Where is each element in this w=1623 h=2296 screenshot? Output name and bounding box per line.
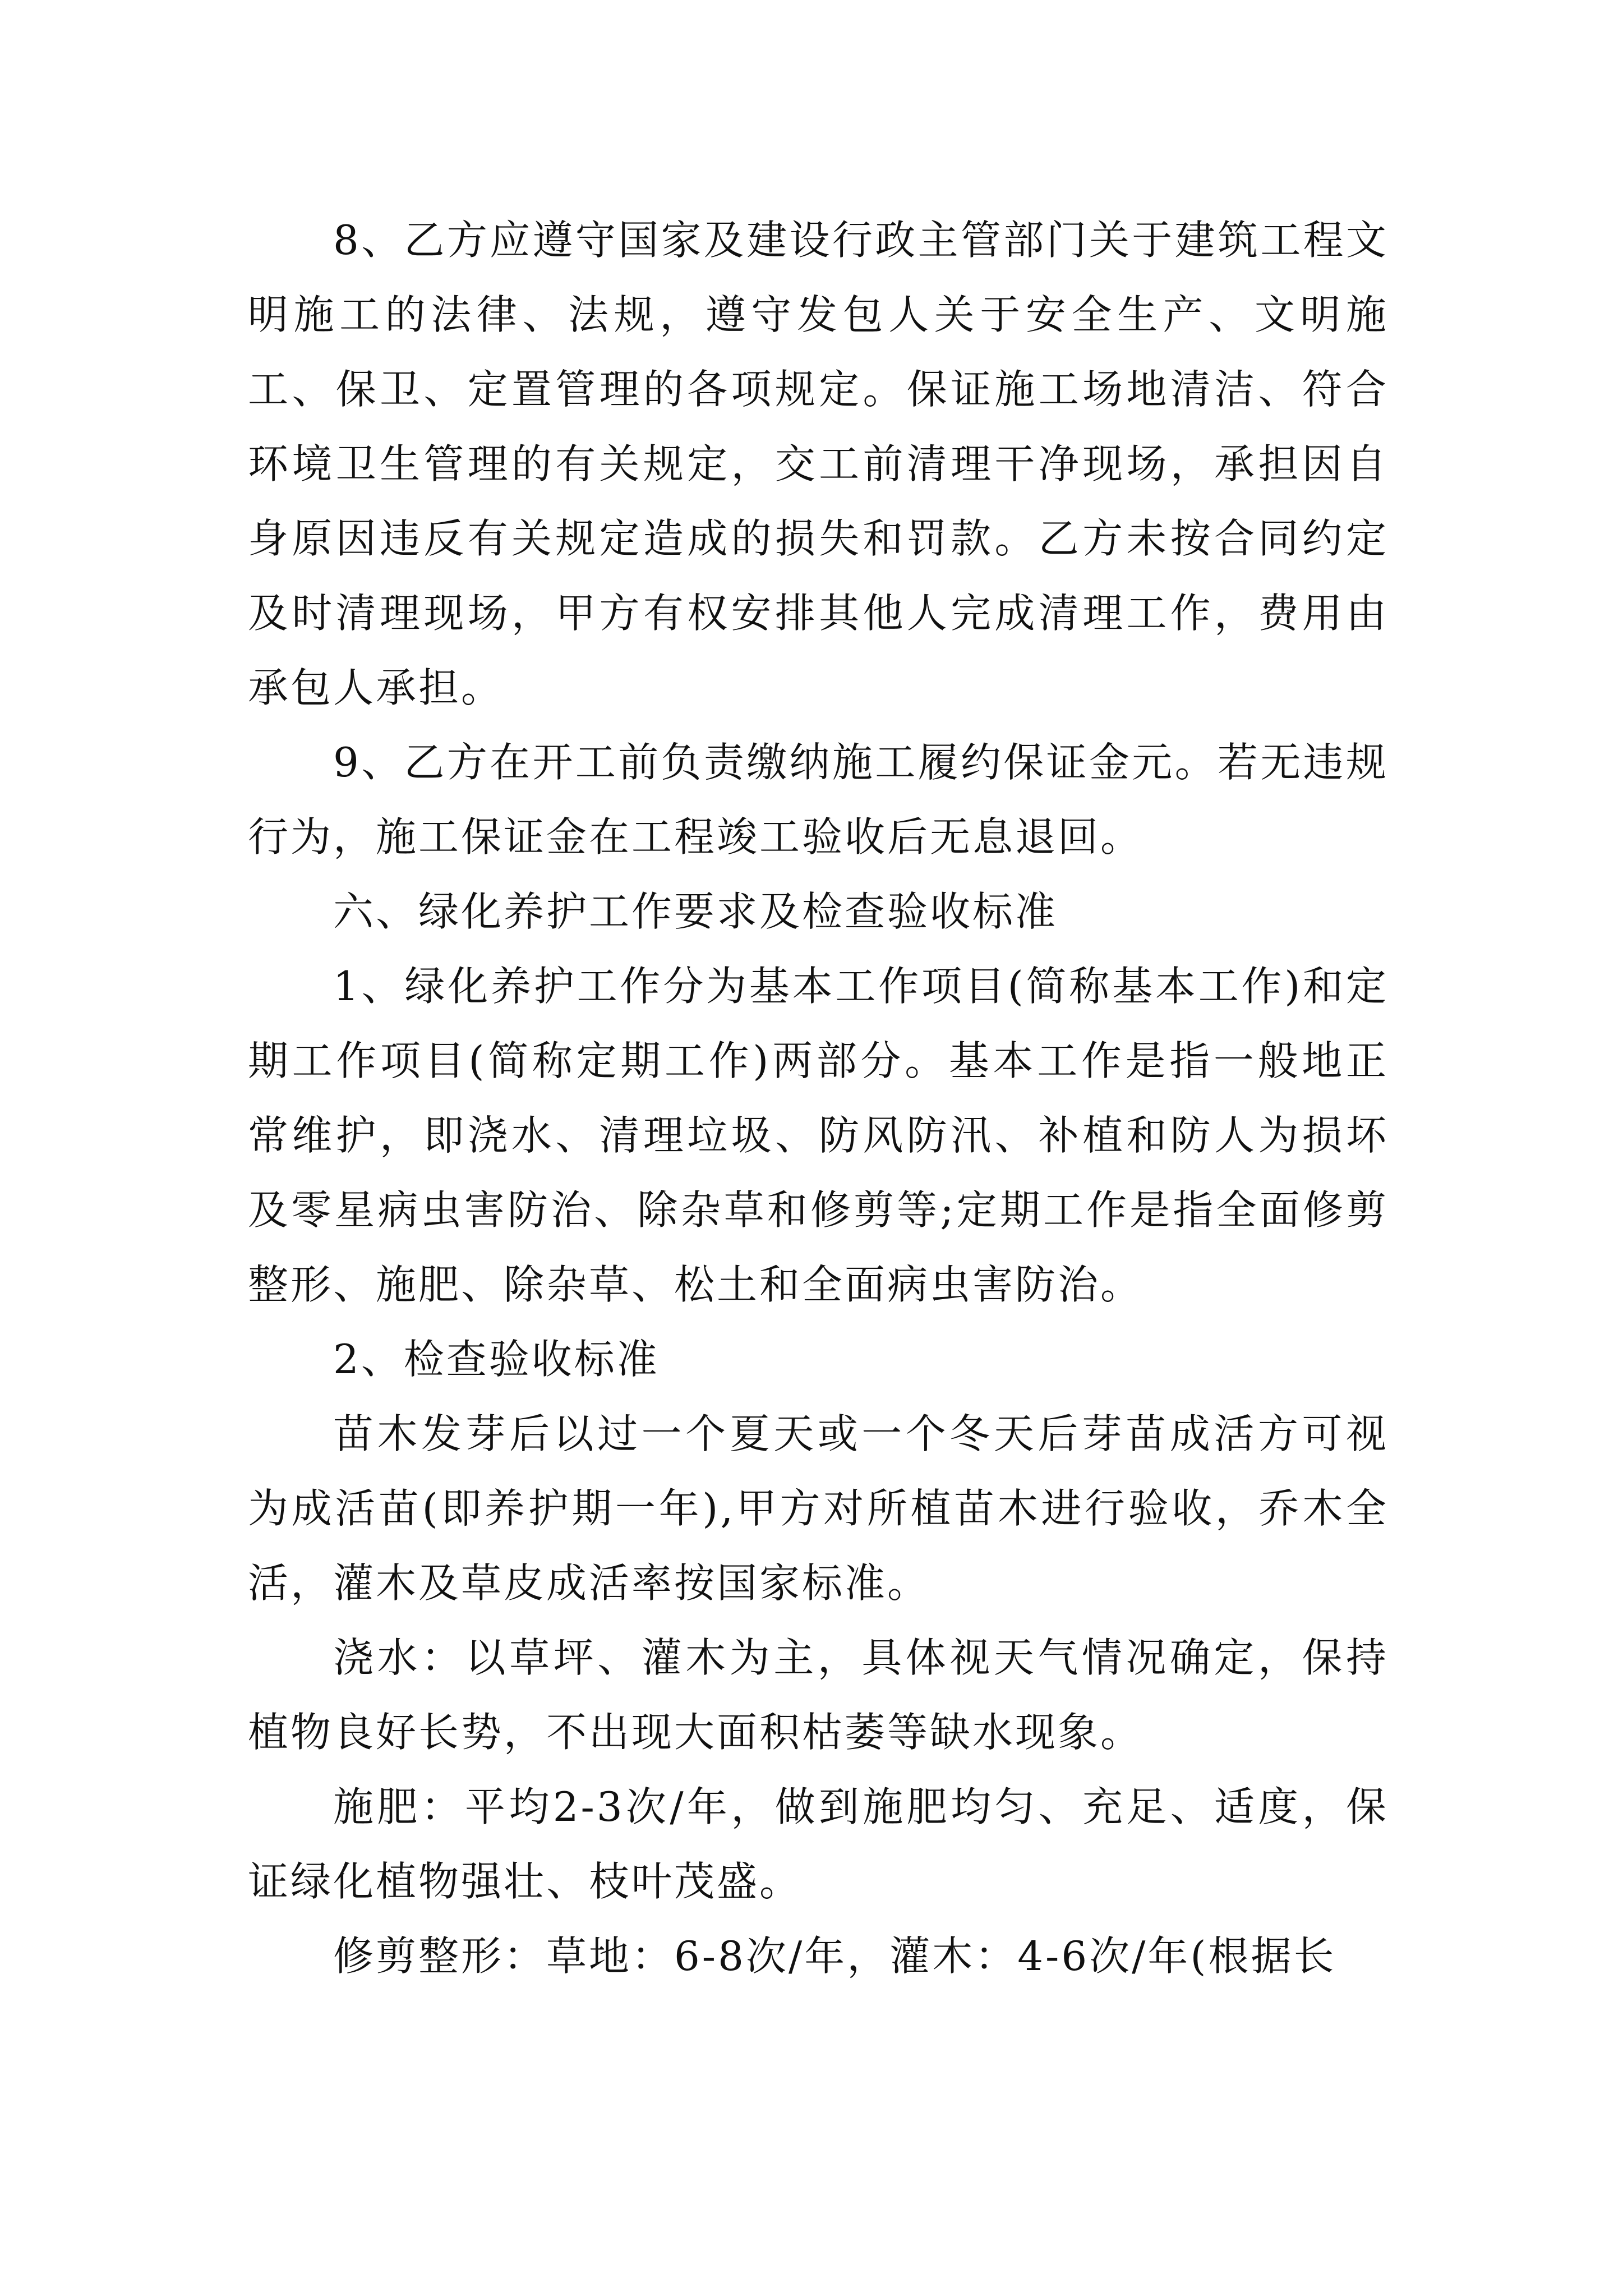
paragraph-fertilizing: 施肥：平均2-3次/年，做到施肥均匀、充足、适度，保证绿化植物强壮、枝叶茂盛。 [248, 1783, 1389, 1905]
paragraph-clause-9: 9、乙方在开工前负责缴纳施工履约保证金元。若无违规行为，施工保证金在工程竣工验收后无息退回。 [248, 739, 1389, 861]
document-body [248, 203, 1389, 1994]
paragraph-item-2: 2、检查验收标准 [333, 1336, 660, 1383]
section-heading-six: 六、绿化养护工作要求及检查验收标准 [333, 888, 1058, 935]
paragraph-item-1: 1、绿化养护工作分为基本工作项目(简称基本工作)和定期工作项目(简称定期工作)两部分。基本工作是指一般地正常维护，即浇水、清理垃圾、防风防汛、补植和防人为损坏及零星病虫害防治、除杂草和修剪等;定期工作是指全面修剪整形、施肥、除杂草、松土和全面病虫害防治。 [248, 963, 1389, 1308]
paragraph-watering: 浇水：以草坪、灌木为主，具体视天气情况确定，保持植物良好长势，不出现大面积枯萎等缺水现象。 [248, 1634, 1389, 1756]
paragraph-seedling-acceptance: 苗木发芽后以过一个夏天或一个冬天后芽苗成活方可视为成活苗(即养护期一年),甲方对所植苗木进行验收，乔木全活，灌木及草皮成活率按国家标准。 [248, 1410, 1389, 1607]
paragraph-pruning: 修剪整形：草地：6-8次/年，灌木：4-6次/年(根据长 [333, 1932, 1336, 1980]
paragraph-clause-8: 8、乙方应遵守国家及建设行政主管部门关于建筑工程文明施工的法律、法规，遵守发包人关于安全生产、文明施工、保卫、定置管理的各项规定。保证施工场地清洁、符合环境卫生管理的有关规定，交工前清理干净现场，承担因自身原因违反有关规定造成的损失和罚款。乙方未按合同约定及时清理现场，甲方有权安排其他人完成清理工作，费用由承包人承担。 [248, 217, 1389, 711]
